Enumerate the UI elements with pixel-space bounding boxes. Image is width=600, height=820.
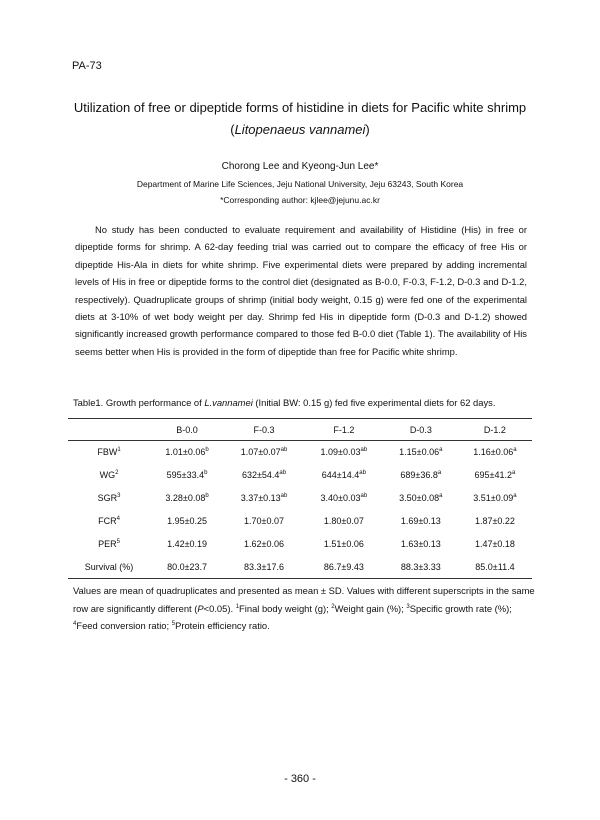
- table-cell: 689±36.8$^a$: [400, 470, 442, 480]
- table-cell: 85.0±11.4: [475, 561, 515, 572]
- table-row: [68, 510, 532, 533]
- table-row: [68, 533, 532, 556]
- table-cell: 1.87±0.22: [474, 516, 515, 526]
- abstract-code: PA-73: [72, 60, 102, 72]
- table-footnote: Values are mean of quadruplicates and presented as mean ± SD. Values with different superscripts in the same row are significantly different (P<0.05). $^1$Final body weight (g); $^2$Weight gain (%); $^3$Specific growth rate (%); $^4$Feed conversion ratio; $^5$Protein efficiency ratio.: [73, 585, 535, 631]
- row-label: $WG^2$: [99, 470, 119, 480]
- table-cell: 1.63±0.13: [400, 539, 441, 549]
- table-header-row: [68, 419, 532, 441]
- row-label: Survival (%): [84, 561, 134, 572]
- table-cell: 1.16±0.06$^a$: [473, 447, 517, 458]
- table-cell: 1.69±0.13: [400, 516, 441, 526]
- table-cell: 88.3±3.33: [400, 561, 441, 572]
- table-cell: 3.51±0.09$^a$: [473, 493, 517, 503]
- row-label: SGR$^3$: [97, 493, 121, 503]
- abstract-text: No study has been conducted to evaluate requirement and availability of Histidine (His) in free or dipeptide forms for shrimp. A 62-day feeding trial was carried out to compare the efficacy of free His or dipeptide His-Ala in diets for white shrimp. Five experimental diets were prepared by adding incremental levels of His in free or dipeptide forms to the control diet (designated as B-0.0, F-0.3, F-1.2, D-0.3 and D-1.2, respectively). Quadruplicate groups of shrimp (initial body weight, 0.15 g) were fed one of the experimental diets at 3-10% of wet body weight per day. Shrimp fed His in dipeptide form (D-0.3 and D-1.2) showed significantly increased growth performance compared to those fed B-0.0 diet (Table 1). The availability of His seems better when His is provided in the form of dipeptide than free for Pacific white shrimp.: [75, 224, 527, 357]
- table-cell: 1.01±0.06$^b$: [165, 447, 209, 458]
- table-column-header: F-1.2: [333, 424, 355, 435]
- table-cell: 83.3±17.6: [244, 561, 285, 572]
- table-cell: 1.80±0.07: [323, 516, 364, 526]
- table-cell: 1.47±0.18: [474, 539, 515, 549]
- table-cell: 3.50±0.08$^a$: [399, 493, 443, 503]
- species-name: Litopenaeus vannamei: [234, 122, 366, 137]
- table-column-header: D-0.3: [409, 424, 432, 435]
- table-cell: 1.07±0.07$^{ab}$: [240, 447, 288, 458]
- paper-title: [50, 97, 550, 141]
- table-cell: 632±54.4$^{ab}$: [241, 470, 287, 480]
- affiliation: Department of Marine Life Sciences, Jeju National University, Jeju 63243, South Korea: [136, 179, 464, 189]
- authors: Chorong Lee and Kyeong-Jun Lee*: [221, 161, 379, 172]
- table-cell: 1.42±0.19: [167, 539, 208, 549]
- table-caption: Table1. Growth performance of L.vannamei (Initial BW: 0.15 g) fed five experimental diets for 62 days.: [73, 397, 496, 408]
- table-column-header: B-0.0: [176, 424, 198, 435]
- table-cell: 86.7±9.43: [323, 561, 364, 572]
- table-cell: 3.37±0.13$^{ab}$: [240, 493, 288, 503]
- table-row: [68, 487, 532, 510]
- table-row: [68, 464, 532, 487]
- table-cell: 1.51±0.06: [323, 539, 364, 549]
- table-header-blank: [68, 419, 150, 441]
- table-cell: 3.28±0.08$^b$: [165, 493, 209, 503]
- table-cell: 644±14.4$^{ab}$: [321, 470, 366, 480]
- table-cell: 1.09±0.03$^{ab}$: [320, 447, 368, 458]
- table-cell: 1.62±0.06: [244, 539, 285, 549]
- table-cell: 1.15±0.06$^a$: [399, 447, 443, 458]
- row-label: FCR$^4$: [98, 516, 120, 526]
- row-label: PER$^5$: [98, 539, 120, 549]
- page-number: - 360 -: [284, 773, 316, 785]
- table-row: [68, 556, 532, 579]
- table-column-header: D-1.2: [483, 424, 506, 435]
- table-cell: 3.40±0.03$^{ab}$: [320, 493, 368, 503]
- title-line-1: Utilization of free or dipeptide forms of histidine in diets for Pacific white shrimp: [73, 100, 527, 115]
- table-cell: 1.95±0.25: [167, 516, 208, 526]
- row-label: FBW$^1$: [97, 447, 121, 458]
- table-row: [68, 441, 532, 464]
- table-cell: 80.0±23.7: [167, 561, 208, 572]
- table-column-header: F-0.3: [253, 424, 275, 435]
- table-cell: 595±33.4$^b$: [166, 470, 208, 480]
- table-cell: 695±41.2$^a$: [474, 470, 516, 480]
- title-line-2: (Litopenaeus vannamei): [230, 122, 370, 137]
- table-cell: 1.70±0.07: [244, 516, 285, 526]
- corresponding-author: *Corresponding author: kjlee@jejunu.ac.kr: [220, 195, 380, 205]
- growth-performance-table: [68, 418, 532, 579]
